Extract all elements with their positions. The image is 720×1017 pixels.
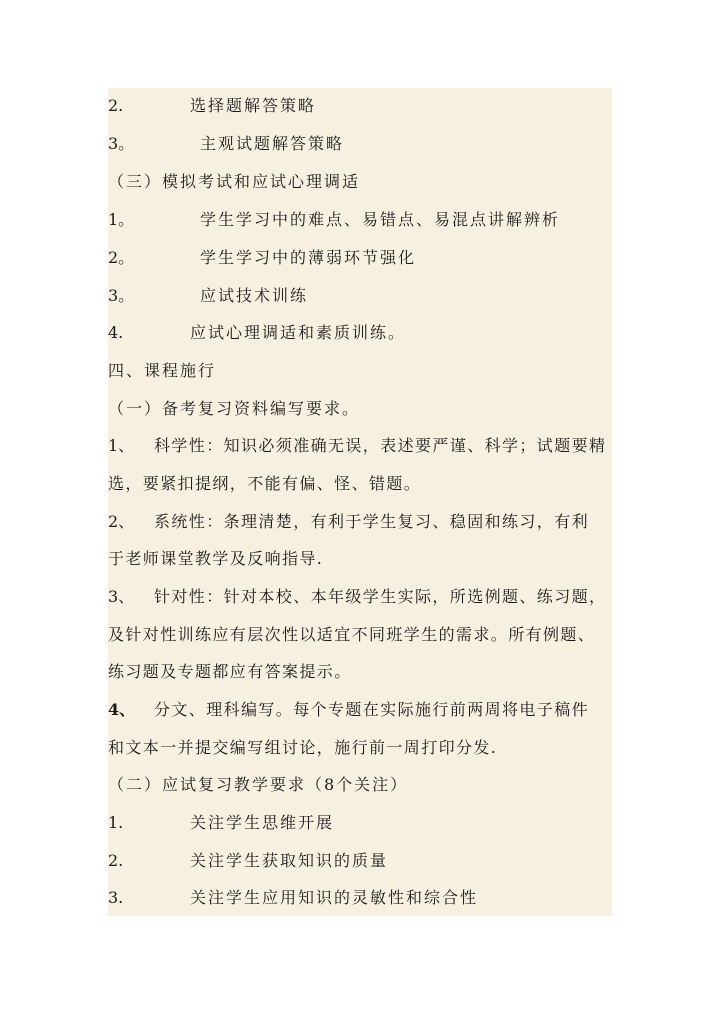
item-number: 2. xyxy=(108,851,124,870)
item-number: 4. xyxy=(108,323,124,342)
item-number: 1。 xyxy=(108,210,135,229)
item-text: 应试技术训练 xyxy=(200,286,309,305)
item-number: 2. xyxy=(108,96,124,115)
item-text: 学生学习中的薄弱环节强化 xyxy=(200,248,417,267)
item-text: 关注学生思维开展 xyxy=(190,813,335,832)
heading-text: （三）模拟考试和应试心理调适 xyxy=(108,172,361,191)
paragraph-text: 练习题及专题都应有答案提示。 xyxy=(108,662,352,681)
item-text: 学生学习中的难点、易错点、易混点讲解辨析 xyxy=(200,210,561,229)
item-text: 针对性：针对本校、本年级学生实际，所选例题、练习题， xyxy=(154,587,607,606)
item-number: 4、 xyxy=(108,700,136,719)
item-number: 3、 xyxy=(108,587,135,606)
item-text: 应试心理调适和素质训练。 xyxy=(190,323,407,342)
item-text: 分文、理科编写。每个专题在实际施行前两周将电子稿件 xyxy=(154,700,590,719)
item-number: 1、 xyxy=(108,436,135,455)
item-number: 3. xyxy=(108,888,124,907)
item-number: 3。 xyxy=(108,134,135,153)
paragraph-text: 于老师课堂教学及反响指导. xyxy=(108,549,324,568)
heading-text: （二）应试复习教学要求（8个关注） xyxy=(108,775,409,794)
paragraph-text: 选，要紧扣提纲，不能有偏、怪、错题。 xyxy=(108,474,422,493)
item-text: 主观试题解答策略 xyxy=(200,134,345,153)
heading-text: 四、课程施行 xyxy=(108,361,217,380)
item-number: 2、 xyxy=(108,512,135,531)
item-number: 3。 xyxy=(108,286,135,305)
item-text: 系统性：条理清楚，有利于学生复习、稳固和练习，有利 xyxy=(154,512,590,531)
item-text: 科学性：知识必须准确无误，表述要严谨、科学；试题要精 xyxy=(154,436,607,455)
item-text: 关注学生获取知识的质量 xyxy=(190,851,389,870)
item-number: 1. xyxy=(108,813,124,832)
paragraph-text: 和文本一并提交编写组讨论，施行前一周打印分发. xyxy=(108,738,498,757)
item-text: 关注学生应用知识的灵敏性和综合性 xyxy=(190,888,479,907)
item-number: 2。 xyxy=(108,248,135,267)
item-text: 选择题解答策略 xyxy=(190,96,317,115)
heading-text: （一）备考复习资料编写要求。 xyxy=(108,399,361,418)
paragraph-text: 及针对性训练应有层次性以适宜不同班学生的需求。所有例题、 xyxy=(108,625,596,644)
